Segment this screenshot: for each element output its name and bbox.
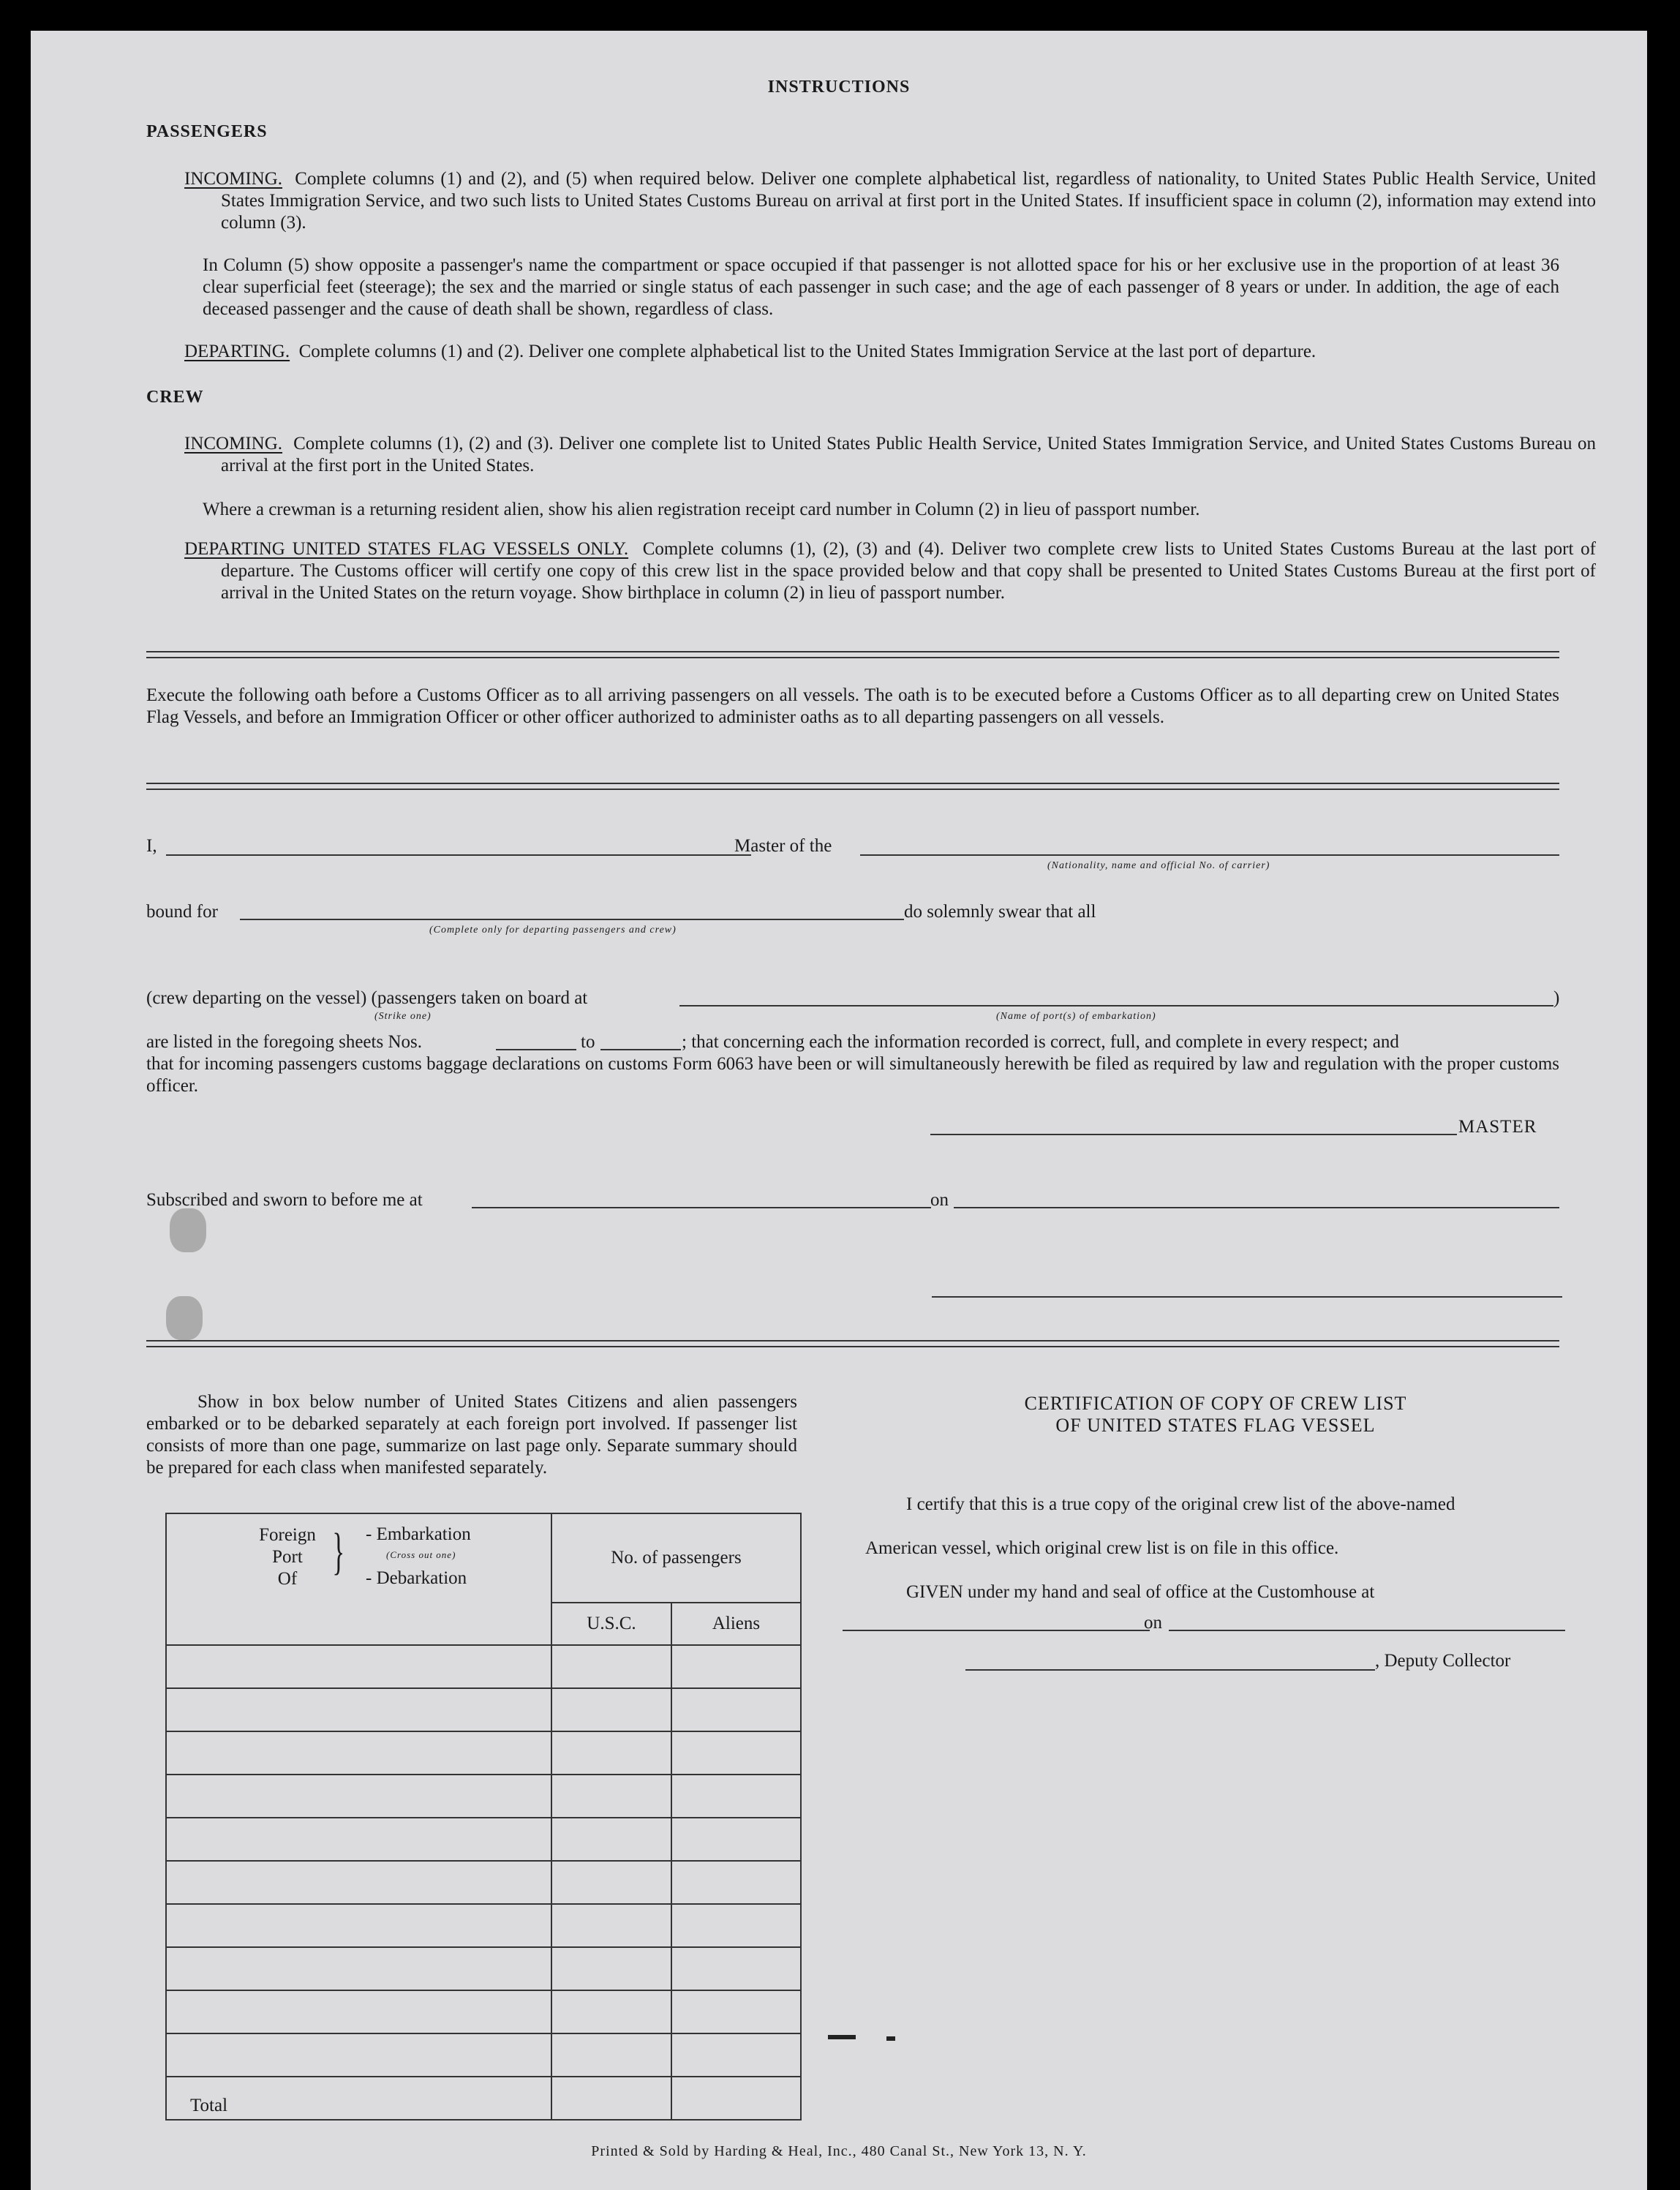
- certify-line2: American vessel, which original crew list is on file in this office.: [865, 1538, 1339, 1558]
- aliens-cell[interactable]: [671, 1904, 801, 1947]
- port-cell[interactable]: [166, 1861, 551, 1904]
- crew-departing-text: Complete columns (1), (2), (3) and (4). Deliver two complete crew lists to United States Customs Bureau at the last port of departure. The Customs officer will certify one copy of this crew list in the space provided below and that copy shall be presented to United States Customs Bureau at the first port of arrival in the United States on the return voyage. Show birthplace in column (2) in lieu of passport number.: [221, 539, 1597, 603]
- crew-resident-paragraph: Where a crewman is a returning resident alien, show his alien registration receipt card number in Column (2) in lieu of passport number.: [203, 500, 1200, 519]
- deputy-collector-label: , Deputy Collector: [1375, 1651, 1511, 1671]
- sworn-at-field[interactable]: [472, 1207, 931, 1208]
- port-embarkation-field[interactable]: [679, 1005, 1553, 1006]
- foreign-label: Foreign: [259, 1525, 316, 1545]
- usc-cell[interactable]: [551, 1947, 671, 1990]
- customhouse-field[interactable]: [843, 1630, 1150, 1631]
- usc-header: U.S.C.: [551, 1603, 671, 1645]
- crew-departing-text: (crew departing on the vessel) (passengers taken on board at: [146, 988, 588, 1008]
- swear-text: do solemnly swear that all: [904, 902, 1096, 922]
- port-cell[interactable]: [166, 1645, 551, 1688]
- certification-title-line2: OF UNITED STATES FLAG VESSEL: [1055, 1415, 1376, 1436]
- debarkation-label: - Debarkation: [366, 1568, 467, 1588]
- usc-cell[interactable]: [551, 1645, 671, 1688]
- usc-cell[interactable]: [551, 1818, 671, 1861]
- divider-1: [146, 651, 1559, 658]
- aliens-cell[interactable]: [671, 1990, 801, 2033]
- usc-cell[interactable]: [551, 1990, 671, 2033]
- given-text: GIVEN under my hand and seal of office at the Customhouse at: [906, 1582, 1375, 1602]
- port-cell[interactable]: [166, 2033, 551, 2077]
- passenger-summary-table: [165, 1513, 802, 2121]
- master-signature-field[interactable]: [930, 1134, 1457, 1135]
- scan-mark: [886, 2036, 895, 2041]
- port-cell[interactable]: [166, 1688, 551, 1731]
- crew-incoming-text: Complete columns (1), (2) and (3). Deliver one complete list to United States Public Health Service, United States Immigration Service, and United States Customs Bureau on arrival at the first port in the United States.: [221, 434, 1596, 475]
- aliens-header: Aliens: [671, 1603, 801, 1645]
- page-title: INSTRUCTIONS: [767, 78, 911, 97]
- aliens-cell[interactable]: [671, 2033, 801, 2077]
- passengers-departing-label: DEPARTING.: [184, 342, 290, 361]
- foreign-port-header: [166, 1513, 551, 1645]
- close-paren: ): [1553, 988, 1560, 1008]
- listed-in-text: are listed in the foregoing sheets Nos.: [146, 1032, 422, 1052]
- port-cell[interactable]: [166, 1731, 551, 1775]
- port-cell[interactable]: [166, 1947, 551, 1990]
- certification-title: [850, 1393, 1581, 1437]
- sworn-on-label: on: [930, 1190, 949, 1210]
- form-page: [31, 31, 1647, 2190]
- subscribed-text: Subscribed and sworn to before me at: [146, 1190, 423, 1210]
- total-usc-cell[interactable]: [551, 2077, 671, 2120]
- total-aliens-cell[interactable]: [671, 2077, 801, 2120]
- aliens-cell[interactable]: [671, 1818, 801, 1861]
- oath-intro: Execute the following oath before a Customs Officer as to all arriving passengers on all vessels. The oath is to be executed before a Customs Officer as to all departing crew on United States Flag Vessels, and before an Immigration Officer or other officer authorized to administer oaths as to all departing passengers on all vessels.: [146, 685, 1559, 727]
- officer-signature-field[interactable]: [932, 1296, 1562, 1298]
- port-caption: (Name of port(s) of embarkation): [996, 1011, 1156, 1022]
- scan-mark: [828, 2035, 856, 2039]
- port-cell[interactable]: [166, 1990, 551, 2033]
- cert-date-field[interactable]: [1169, 1630, 1565, 1631]
- master-name-field[interactable]: [166, 854, 751, 856]
- port-cell[interactable]: [166, 1904, 551, 1947]
- to-label: to: [581, 1032, 595, 1052]
- usc-cell[interactable]: [551, 1904, 671, 1947]
- carrier-field[interactable]: [860, 854, 1559, 856]
- crew-incoming-label: INCOMING.: [184, 434, 283, 454]
- usc-cell[interactable]: [551, 1688, 671, 1731]
- bound-for-caption: (Complete only for departing passengers and crew): [429, 925, 677, 936]
- brace-icon: }: [332, 1524, 345, 1580]
- oath-i-label: I,: [146, 836, 157, 856]
- divider-3: [146, 1340, 1559, 1347]
- master-label: MASTER: [1458, 1117, 1537, 1137]
- printer-footer: Printed & Sold by Harding & Heal, Inc., 480 Canal St., New York 13, N. Y.: [591, 2143, 1087, 2159]
- aliens-cell[interactable]: [671, 1688, 801, 1731]
- cross-out-caption: (Cross out one): [386, 1549, 456, 1560]
- usc-cell[interactable]: [551, 2033, 671, 2077]
- passengers-column5-paragraph: In Column (5) show opposite a passenger's name the compartment or space occupied if that passenger is not allotted space for his or her exclusive use in the proportion of at least 36 clear superficial feet (steerage); the sex and the married or single status of each passenger in such case; and the age of each passenger of 8 years or under. In addition, the age of each deceased passenger and the cause of death shall be shown, regardless of class.: [203, 255, 1559, 319]
- certify-line1: I certify that this is a true copy of the original crew list of the above-named: [906, 1494, 1455, 1514]
- aliens-cell[interactable]: [671, 1861, 801, 1904]
- aliens-cell[interactable]: [671, 1775, 801, 1818]
- master-of-label: Master of the: [734, 836, 832, 856]
- passengers-heading: PASSENGERS: [146, 122, 268, 141]
- aliens-cell[interactable]: [671, 1731, 801, 1775]
- sworn-date-field[interactable]: [954, 1207, 1559, 1208]
- crew-incoming-paragraph: [184, 433, 1596, 477]
- summary-note: Show in box below number of United States Citizens and alien passengers embarked or to be debarked separately at each foreign port involved. If passenger list consists of more than one page, summarize on last page only. Separate summary should be prepared for each class when manifested separately.: [146, 1392, 797, 1478]
- passengers-incoming-text: Complete columns (1) and (2), and (5) when required below. Deliver one complete alphabetical list, regardless of nationality, to United States Public Health Service, United States Immigration Service, and two such lists to United States Customs Bureau on arrival at first port in the United States. If insufficient space in column (2), information may extend into column (3).: [221, 169, 1596, 233]
- passengers-departing-text: Complete columns (1) and (2). Deliver one complete alphabetical list to the United States Immigration Service at the last port of departure.: [298, 342, 1316, 361]
- embarkation-label: - Embarkation: [366, 1524, 471, 1544]
- passengers-departing-paragraph: [184, 341, 1559, 363]
- stamp-smudge: [170, 1208, 206, 1252]
- aliens-cell[interactable]: [671, 1645, 801, 1688]
- bound-for-field[interactable]: [240, 919, 904, 920]
- no-passengers-header: No. of passengers: [551, 1513, 801, 1603]
- usc-cell[interactable]: [551, 1775, 671, 1818]
- listed-cont-text: that for incoming passengers customs baggage declarations on customs Form 6063 have been or will simultaneously herewith be filed as required by law and regulation with the proper customs officer.: [146, 1054, 1559, 1096]
- port-cell[interactable]: [166, 1775, 551, 1818]
- stamp-smudge: [166, 1296, 203, 1340]
- listed-rest-text: ; that concerning each the information recorded is correct, full, and complete in every respect; and: [682, 1032, 1399, 1052]
- port-label: Port: [272, 1547, 303, 1567]
- aliens-cell[interactable]: [671, 1947, 801, 1990]
- crew-heading: CREW: [146, 388, 204, 407]
- bound-for-label: bound for: [146, 902, 218, 922]
- total-label: Total: [166, 2077, 551, 2120]
- port-cell[interactable]: [166, 1818, 551, 1861]
- of-label: Of: [277, 1569, 298, 1589]
- sheet-to-field[interactable]: [600, 1049, 681, 1050]
- sheet-from-field[interactable]: [496, 1049, 576, 1050]
- passengers-incoming-paragraph: [184, 168, 1596, 234]
- divider-2: [146, 783, 1559, 790]
- crew-departing-paragraph: [184, 538, 1596, 604]
- passengers-incoming-label: INCOMING.: [184, 169, 283, 189]
- certification-title-line1: CERTIFICATION OF COPY OF CREW LIST: [1024, 1393, 1407, 1414]
- crew-departing-label: DEPARTING UNITED STATES FLAG VESSELS ONLY.: [184, 539, 629, 559]
- carrier-caption: (Nationality, name and official No. of carrier): [1047, 860, 1270, 871]
- usc-cell[interactable]: [551, 1731, 671, 1775]
- usc-cell[interactable]: [551, 1861, 671, 1904]
- strike-caption: (Strike one): [374, 1011, 432, 1022]
- deputy-signature-field[interactable]: [965, 1669, 1375, 1671]
- cert-on-label: on: [1144, 1613, 1162, 1633]
